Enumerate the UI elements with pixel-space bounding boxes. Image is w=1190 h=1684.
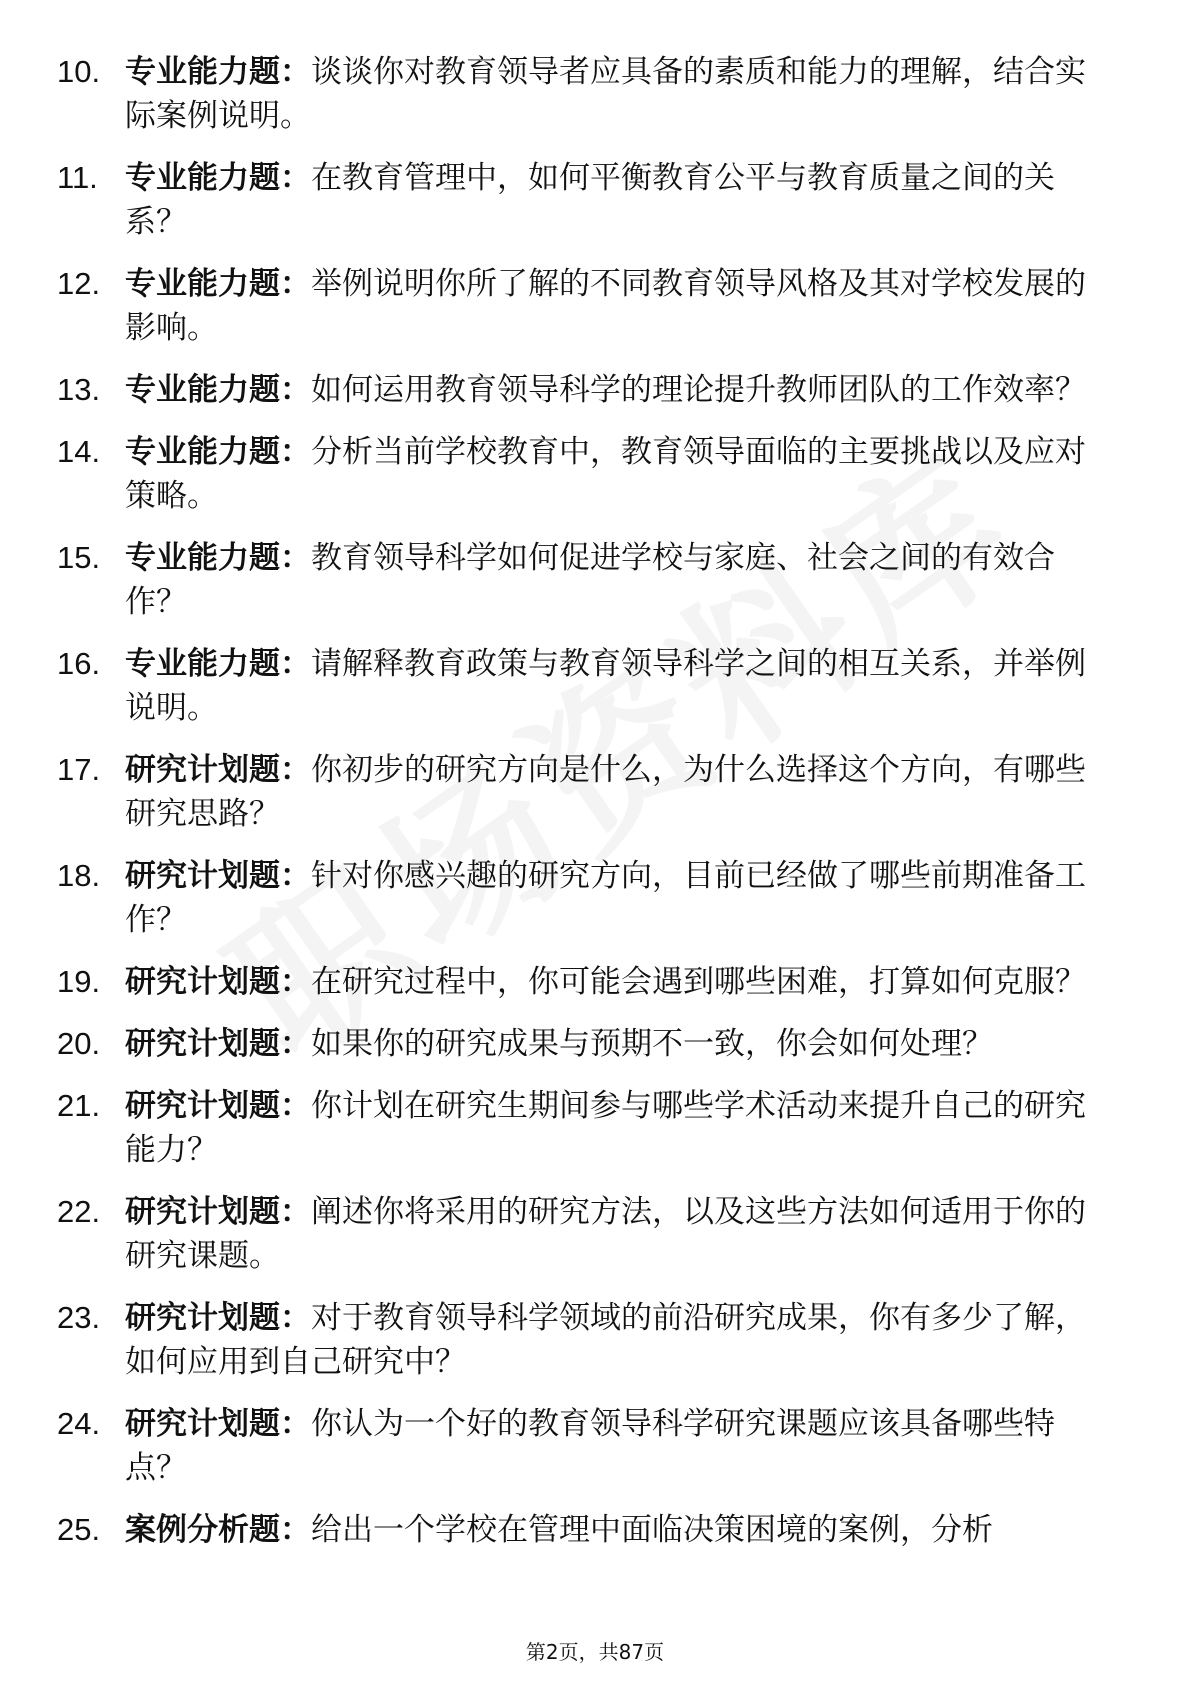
question-text bbox=[125, 1022, 1100, 1066]
question-item bbox=[0, 1190, 1190, 1278]
question-number: 20. bbox=[57, 1026, 101, 1061]
question-number: 17. bbox=[57, 752, 101, 787]
question-number: 11. bbox=[57, 160, 98, 195]
question-category: 专业能力题： bbox=[125, 434, 311, 470]
question-text bbox=[125, 156, 1100, 244]
question-item bbox=[0, 1402, 1190, 1490]
question-category: 研究计划题： bbox=[125, 1194, 311, 1230]
question-body: 教育领导科学如何促进学校与家庭、社会之间的有效合作？ bbox=[125, 540, 1055, 620]
question-text bbox=[125, 1508, 1100, 1552]
question-item bbox=[0, 1508, 1190, 1552]
question-item bbox=[0, 748, 1190, 836]
question-body: 如何运用教育领导科学的理论提升教师团队的工作效率？ bbox=[311, 372, 1086, 408]
question-item bbox=[0, 368, 1190, 412]
question-text bbox=[125, 960, 1100, 1004]
question-body: 谈谈你对教育领导者应具备的素质和能力的理解，结合实际案例说明。 bbox=[125, 54, 1086, 134]
question-number: 15. bbox=[57, 540, 101, 575]
question-item bbox=[0, 1296, 1190, 1384]
question-list bbox=[0, 50, 1190, 1570]
question-category: 研究计划题： bbox=[125, 1088, 311, 1124]
question-number: 18. bbox=[57, 858, 101, 893]
question-item bbox=[0, 536, 1190, 624]
question-number: 13. bbox=[57, 372, 101, 407]
question-category: 研究计划题： bbox=[125, 964, 311, 1000]
question-number: 16. bbox=[57, 646, 101, 681]
question-text bbox=[125, 642, 1100, 730]
question-text bbox=[125, 1296, 1100, 1384]
question-category: 专业能力题： bbox=[125, 54, 311, 90]
question-number: 24. bbox=[57, 1406, 101, 1441]
question-body: 请解释教育政策与教育领导科学之间的相互关系，并举例说明。 bbox=[125, 646, 1086, 726]
question-item bbox=[0, 156, 1190, 244]
question-number: 22. bbox=[57, 1194, 101, 1229]
question-category: 案例分析题： bbox=[125, 1512, 311, 1548]
question-text bbox=[125, 368, 1100, 412]
question-body: 分析当前学校教育中，教育领导面临的主要挑战以及应对策略。 bbox=[125, 434, 1086, 514]
question-body: 你初步的研究方向是什么，为什么选择这个方向，有哪些研究思路？ bbox=[125, 752, 1086, 832]
question-body: 在研究过程中，你可能会遇到哪些困难，打算如何克服？ bbox=[311, 964, 1086, 1000]
question-text bbox=[125, 748, 1100, 836]
question-text bbox=[125, 50, 1100, 138]
question-text bbox=[125, 430, 1100, 518]
question-text bbox=[125, 1402, 1100, 1490]
question-text bbox=[125, 262, 1100, 350]
question-item bbox=[0, 642, 1190, 730]
question-category: 研究计划题： bbox=[125, 858, 311, 894]
question-number: 12. bbox=[57, 266, 101, 301]
question-body: 举例说明你所了解的不同教育领导风格及其对学校发展的影响。 bbox=[125, 266, 1086, 346]
question-category: 专业能力题： bbox=[125, 540, 311, 576]
question-body: 对于教育领导科学领域的前沿研究成果，你有多少了解，如何应用到自己研究中？ bbox=[125, 1300, 1086, 1380]
question-item bbox=[0, 960, 1190, 1004]
question-item bbox=[0, 1084, 1190, 1172]
question-body: 针对你感兴趣的研究方向，目前已经做了哪些前期准备工作？ bbox=[125, 858, 1086, 938]
question-item bbox=[0, 1022, 1190, 1066]
question-category: 专业能力题： bbox=[125, 646, 311, 682]
question-number: 25. bbox=[57, 1512, 101, 1547]
question-body: 给出一个学校在管理中面临决策困境的案例，分析 bbox=[311, 1512, 993, 1548]
question-number: 23. bbox=[57, 1300, 101, 1335]
question-item bbox=[0, 854, 1190, 942]
question-category: 研究计划题： bbox=[125, 1300, 311, 1336]
question-text bbox=[125, 1084, 1100, 1172]
question-category: 研究计划题： bbox=[125, 1406, 311, 1442]
question-body: 你认为一个好的教育领导科学研究课题应该具备哪些特点？ bbox=[125, 1406, 1055, 1486]
question-body: 在教育管理中，如何平衡教育公平与教育质量之间的关系？ bbox=[125, 160, 1055, 240]
question-number: 21. bbox=[57, 1088, 101, 1123]
question-number: 19. bbox=[57, 964, 101, 999]
question-number: 10. bbox=[57, 54, 101, 89]
question-category: 专业能力题： bbox=[125, 160, 311, 196]
question-text bbox=[125, 1190, 1100, 1278]
question-category: 专业能力题： bbox=[125, 372, 311, 408]
question-body: 你计划在研究生期间参与哪些学术活动来提升自己的研究能力？ bbox=[125, 1088, 1086, 1168]
question-category: 研究计划题： bbox=[125, 752, 311, 788]
page-number-footer: 第2页，共87页 bbox=[525, 1640, 665, 1664]
question-item bbox=[0, 262, 1190, 350]
question-item bbox=[0, 50, 1190, 138]
question-text bbox=[125, 854, 1100, 942]
question-text bbox=[125, 536, 1100, 624]
question-category: 研究计划题： bbox=[125, 1026, 311, 1062]
question-number: 14. bbox=[57, 434, 101, 469]
question-category: 专业能力题： bbox=[125, 266, 311, 302]
question-body: 阐述你将采用的研究方法，以及这些方法如何适用于你的研究课题。 bbox=[125, 1194, 1086, 1274]
question-item bbox=[0, 430, 1190, 518]
question-body: 如果你的研究成果与预期不一致，你会如何处理？ bbox=[311, 1026, 993, 1062]
